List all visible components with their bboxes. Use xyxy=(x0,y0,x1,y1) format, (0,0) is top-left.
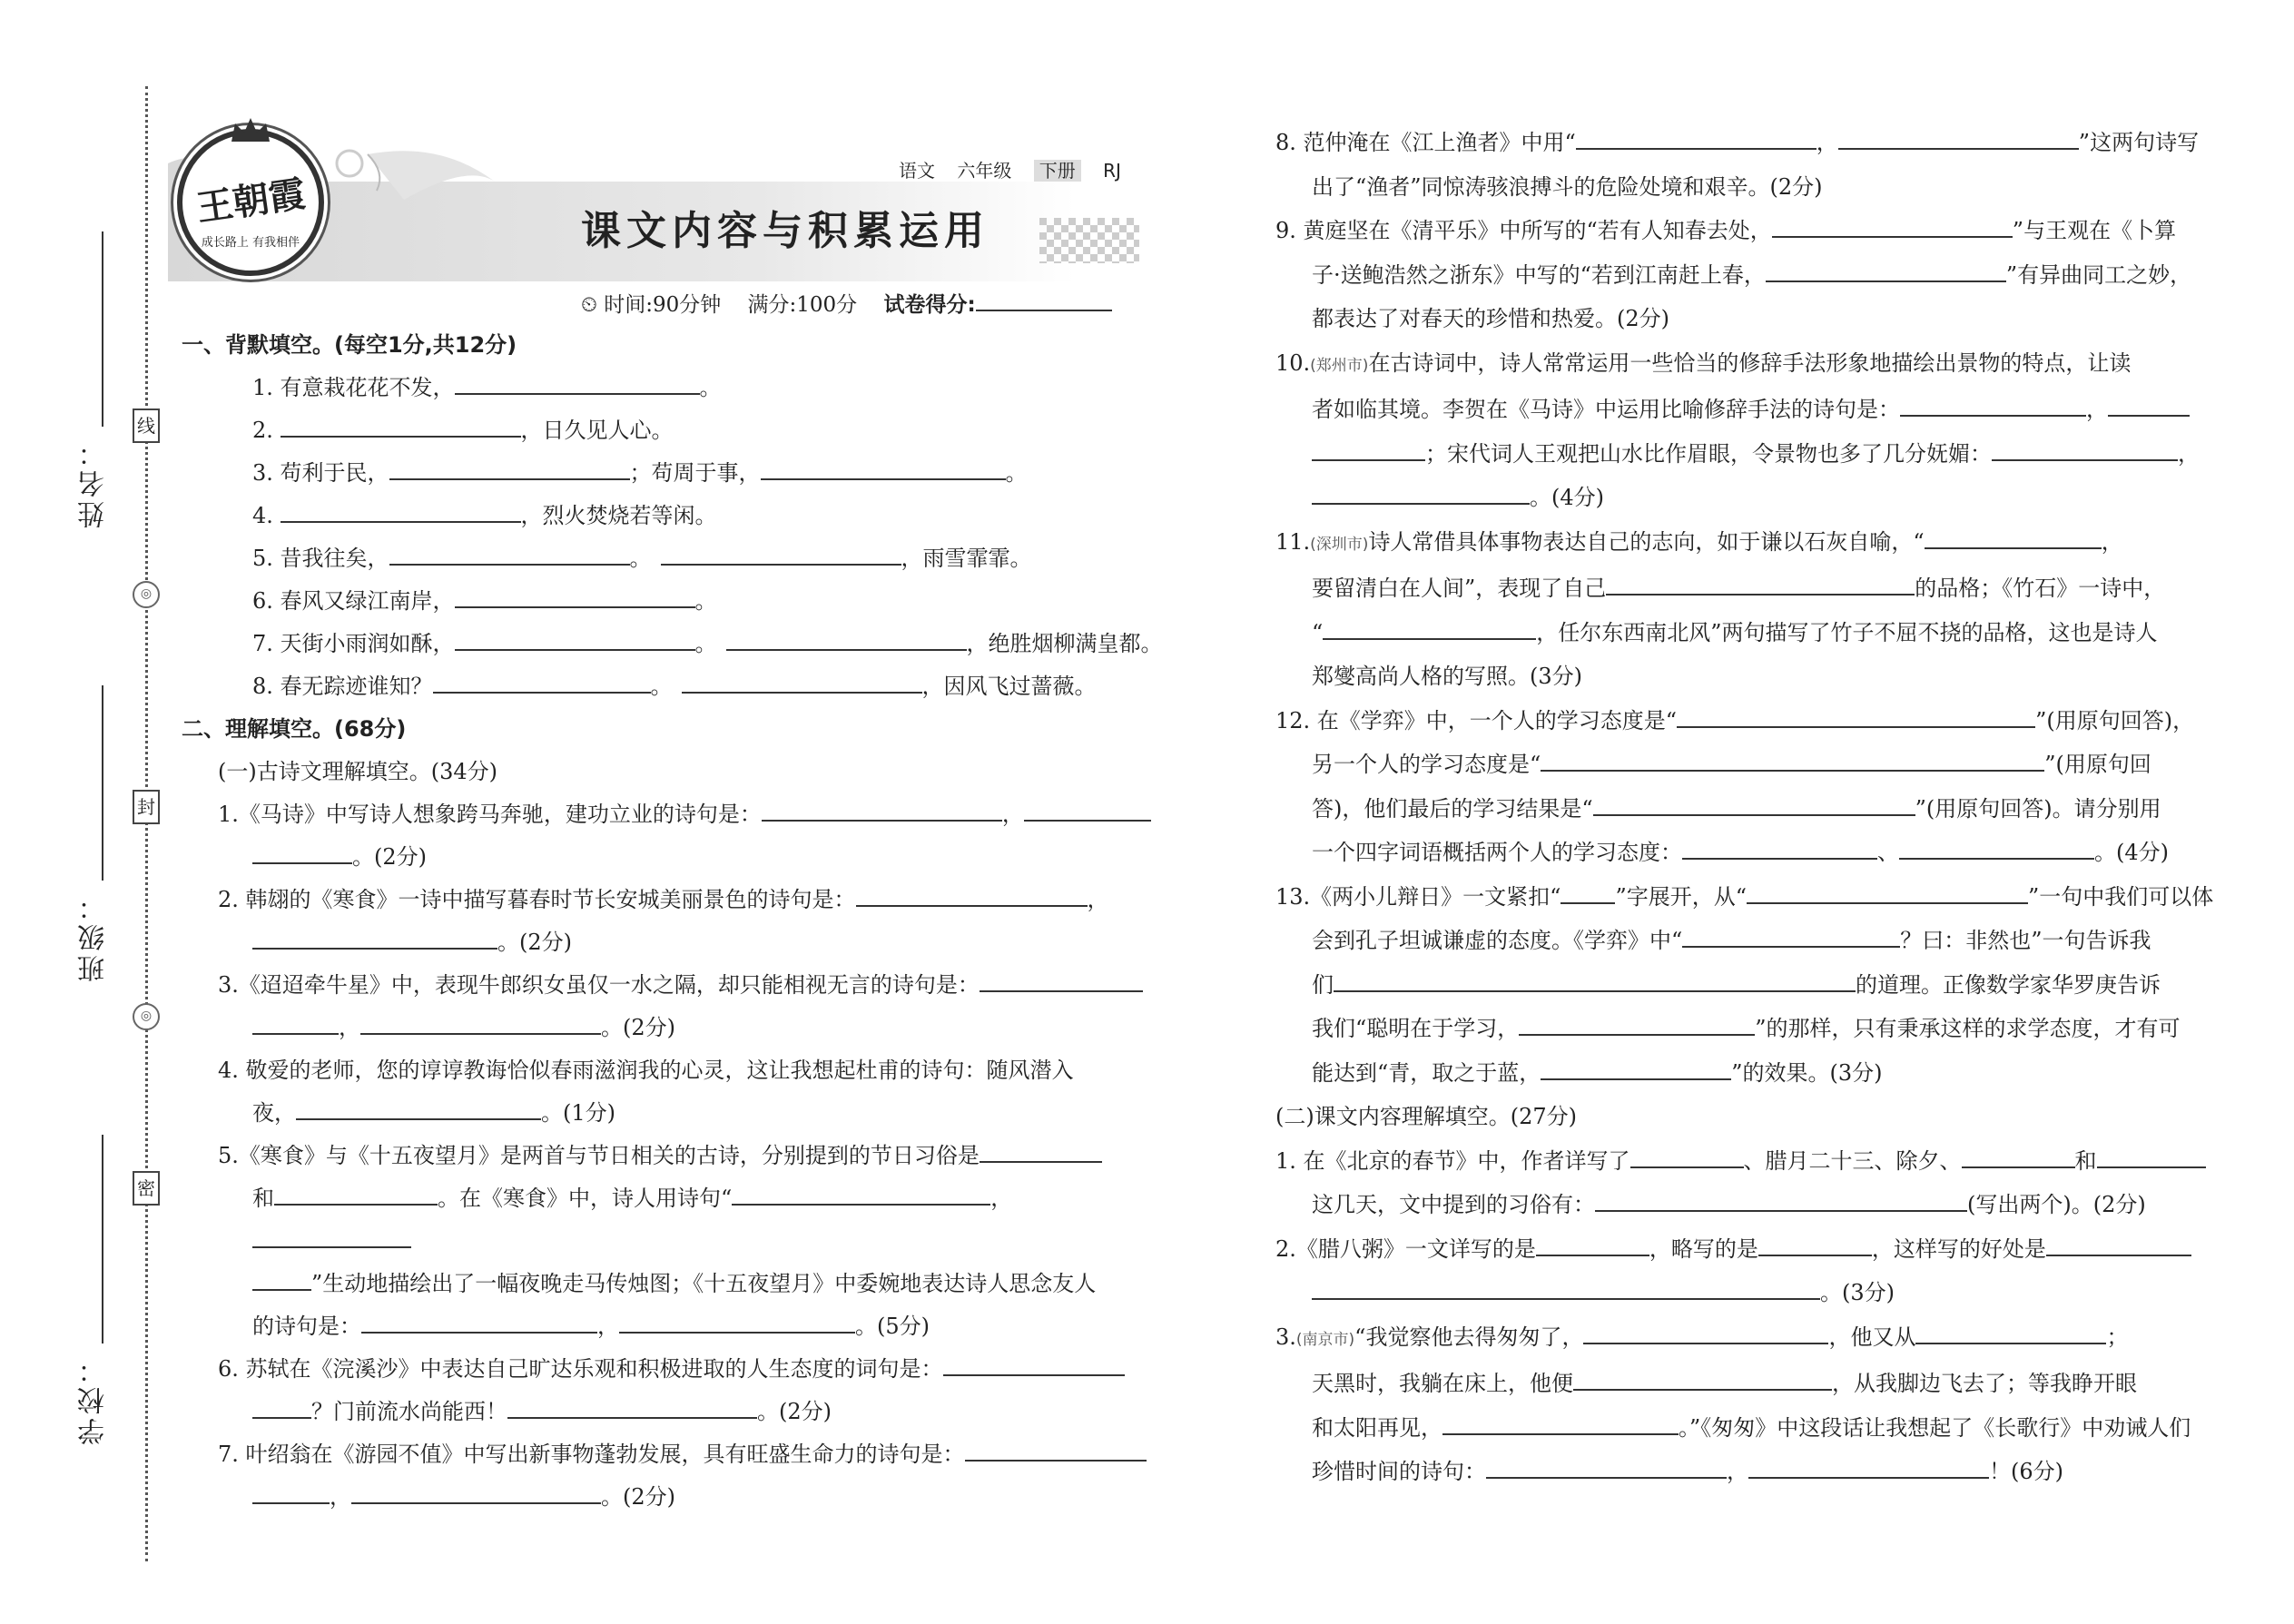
question-text: (写出两个)。(2分) xyxy=(1967,1192,2146,1217)
answer-blank[interactable] xyxy=(965,1436,1147,1462)
question-cont: “ ，任尔东西南北风”两句描写了竹子不屈不挠的品格，这也是诗人 xyxy=(1275,611,2229,655)
answer-blank[interactable] xyxy=(661,540,901,566)
answer-blank[interactable] xyxy=(296,1095,541,1120)
question-text: 都表达了对春天的珍惜和热爱。(2分) xyxy=(1312,306,1669,331)
question-text: 郑燮高尚人格的写照。(3分) xyxy=(1312,664,1582,689)
question xyxy=(1275,209,2229,253)
question-cont xyxy=(1275,1183,2229,1227)
question-text: 珍惜时间的诗句： xyxy=(1312,1459,1486,1484)
answer-blank[interactable] xyxy=(1541,746,2044,772)
question-cont xyxy=(182,1391,1167,1433)
question-text: 4. xyxy=(252,503,281,528)
answer-blank[interactable] xyxy=(455,583,695,608)
question-text: ”一句中我们可以体 xyxy=(2027,883,2214,910)
question-text: ；苟周于事， xyxy=(629,460,761,486)
answer-blank[interactable] xyxy=(252,1479,330,1504)
question-text: 。 xyxy=(694,588,717,614)
question-cont xyxy=(1275,1271,2229,1315)
question-text: 出了“渔者”同惊涛骇浪搏斗的危险处境和艰辛。(2分) xyxy=(1312,173,1823,200)
question-text: 2.《腊八粥》一文详写的是 xyxy=(1275,1235,1536,1262)
question-text: 。 xyxy=(650,674,673,699)
city-tag: (郑州市) xyxy=(1310,356,1369,375)
question xyxy=(1275,1315,2229,1363)
left-column xyxy=(182,324,1167,1519)
question-text: ”生动地描绘出了一幅夜晚走马传烛图；《十五夜望月》中委婉地表达诗人思念友人 xyxy=(311,1271,1097,1296)
answer-blank[interactable] xyxy=(682,668,922,694)
question-text: 。 xyxy=(629,546,652,571)
question-text: 。(1分) xyxy=(541,1100,615,1126)
question-number: 3. xyxy=(1275,1324,1296,1350)
exam-info xyxy=(581,286,1112,318)
question xyxy=(182,1135,1167,1177)
binding-margin xyxy=(0,0,182,1624)
question-cont: 一个四字词语概括两个人的学习态度： 、 。(4分) xyxy=(1275,831,2229,875)
question-text: 子·送鲍浩然之浙东》中写的“若到江南赶上春， xyxy=(1312,261,1766,288)
volume: 下册 xyxy=(1034,160,1081,182)
answer-blank[interactable] xyxy=(2108,391,2190,417)
page-title: 课文内容与积累运用 xyxy=(581,208,989,254)
question-number: 10. xyxy=(1275,349,1311,376)
answer-blank[interactable] xyxy=(726,625,967,651)
answer-blank[interactable] xyxy=(980,967,1143,992)
exam-time: 时间:90分钟 xyxy=(604,293,722,317)
question-text: ”的效果。(3分) xyxy=(1731,1059,1883,1086)
question-text: 5.《寒食》与《十五夜望月》是两首与节日相关的古诗，分别提到的节日习俗是 xyxy=(218,1143,980,1168)
answer-blank[interactable] xyxy=(1595,1186,1967,1212)
answer-blank[interactable] xyxy=(1541,1055,1731,1080)
question-text: 1. 在《北京的春节》中，作者详写了 xyxy=(1275,1147,1630,1174)
book-meta xyxy=(899,156,1137,182)
question-text: 的诗句是： xyxy=(252,1314,361,1339)
question-text: 夜， xyxy=(252,1100,296,1126)
question-text: 1.《马诗》中写诗人想象跨马奔驰，建功立业的诗句是： xyxy=(218,802,762,827)
question-text: 3.《迢迢牵牛星》中，表现牛郎织女虽仅一水之隔，却只能相视无言的诗句是： xyxy=(218,972,980,998)
question-text: 6. 苏轼在《浣溪沙》中表达自己旷达乐观和积极进取的人生态度的词句是： xyxy=(218,1356,943,1382)
question-cont xyxy=(1275,919,2229,963)
question-cont xyxy=(182,1263,1167,1305)
question-text: ”与王观在《卜算 xyxy=(2012,218,2177,243)
answer-blank[interactable] xyxy=(1758,1231,1872,1256)
question-text: 这几天，文中提到的习俗有： xyxy=(1312,1192,1595,1217)
question-cont xyxy=(182,1092,1167,1135)
question-cont xyxy=(1275,655,2229,699)
question-text: 。”《匆匆》中这段话让我想起了《长歌行》中劝诫人们 xyxy=(1679,1414,2191,1441)
question-text: 1. 有意栽花花不发， xyxy=(252,375,455,400)
city-tag: (深圳市) xyxy=(1310,535,1369,554)
score-label: 试卷得分: xyxy=(883,293,976,317)
question-text: 6. 春风又绿江南岸， xyxy=(252,588,455,614)
question-text: ，他又从 xyxy=(1828,1324,1916,1350)
answer-blank[interactable] xyxy=(1630,1143,1744,1168)
answer-blank[interactable] xyxy=(2097,1143,2206,1168)
question-text: 者如临其境。李贺在《马诗》中运用比喻修辞手法的诗句是： xyxy=(1312,397,1900,422)
answer-blank[interactable] xyxy=(1583,1319,1828,1344)
answer-blank[interactable] xyxy=(1682,834,1877,860)
answer-blank[interactable] xyxy=(1992,436,2178,461)
brand-logo xyxy=(177,129,324,276)
logo-slogan: 成长路上 有我相伴 xyxy=(201,236,300,250)
subject: 语文 xyxy=(899,160,935,182)
logo-text: 王朝霞 xyxy=(193,172,309,231)
question-cont xyxy=(1275,963,2229,1008)
answer-blank[interactable] xyxy=(980,1137,1102,1163)
question-cont xyxy=(1275,1007,2229,1051)
question-cont xyxy=(1275,253,2229,298)
question-text: 。 xyxy=(699,375,722,400)
question xyxy=(182,623,1167,665)
answer-blank[interactable] xyxy=(943,1351,1125,1376)
question-cont xyxy=(1275,476,2229,520)
question-cont xyxy=(1275,743,2229,787)
question-text: 2. xyxy=(252,418,281,443)
question-cont xyxy=(182,836,1167,879)
question-text: 的品格；《竹石》一诗中， xyxy=(1915,576,2166,601)
question-text: 能达到“青，取之于蓝， xyxy=(1312,1059,1541,1086)
answer-blank[interactable] xyxy=(856,881,1088,907)
answer-blank[interactable] xyxy=(1323,615,1536,640)
question-text: ； xyxy=(2106,1324,2129,1350)
question-text: 另一个人的学习态度是“ xyxy=(1312,752,1541,777)
question-cont: 的诗句是： ， 。(5分) xyxy=(182,1305,1167,1348)
answer-blank[interactable] xyxy=(1442,1410,1679,1435)
question-text: 和 xyxy=(252,1186,274,1211)
question-text: 和 xyxy=(2074,1147,2097,1174)
edition: RJ xyxy=(1103,160,1121,182)
question xyxy=(182,964,1167,1007)
answer-blank[interactable] xyxy=(1312,436,1425,461)
answer-blank[interactable] xyxy=(274,1180,438,1206)
question-cont xyxy=(1275,297,2229,341)
question-text: ，任尔东西南北风”两句描写了竹子不屈不挠的品格，这也是诗人 xyxy=(1536,619,2158,645)
question-text: 天黑时，我躺在床上，他便 xyxy=(1312,1371,1573,1396)
question-text: 和太阳再见， xyxy=(1312,1414,1442,1441)
answer-blank[interactable] xyxy=(1312,1275,1820,1300)
answer-blank[interactable] xyxy=(252,1009,339,1035)
question-text: 答)，他们最后的学习结果是“ xyxy=(1312,795,1593,822)
question-text: 8. 范仲淹在《江上渔者》中用“ xyxy=(1275,130,1576,155)
answer-blank[interactable] xyxy=(281,497,521,523)
question-text: 5. 昔我往矣， xyxy=(252,546,389,571)
question-text: 。(4分) xyxy=(1530,485,1604,510)
question xyxy=(182,580,1167,623)
question-text: 我们“聪明在于学习， xyxy=(1312,1016,1520,1041)
question-cont xyxy=(1275,787,2229,832)
answer-blank[interactable] xyxy=(1925,524,2102,549)
question: 1.《马诗》中写诗人想象跨马奔驰，建功立业的诗句是： ， xyxy=(182,793,1167,836)
answer-blank[interactable] xyxy=(1519,1010,1755,1036)
question-text: 12. 在《学弈》中，一个人的学习态度是“ xyxy=(1275,707,1678,733)
answer-blank[interactable] xyxy=(1573,1365,1832,1391)
question-text: ？门前流水尚能西！ xyxy=(311,1399,507,1424)
question-cont xyxy=(1275,165,2229,210)
question-text: 。(3分) xyxy=(1820,1280,1895,1305)
subsection-title: (二)课文内容理解填空。(27分) xyxy=(1275,1104,1577,1129)
question-text: ”(用原句回答)。请分别用 xyxy=(1915,795,2161,822)
city-tag: (南京市) xyxy=(1295,1330,1355,1349)
answer-blank[interactable] xyxy=(252,1393,311,1419)
answer-blank[interactable] xyxy=(360,1009,601,1035)
question: 11.(深圳市)诗人常借具体事物表达自己的志向，如于谦以石灰自喻，“ ， xyxy=(1275,520,2229,567)
question-text: ，这样写的好处是 xyxy=(1871,1235,2046,1262)
question-cont: 珍惜时间的诗句： ， ！(6分) xyxy=(1275,1450,2229,1494)
question-text: 7. 叶绍翁在《游园不值》中写出新事物蓬勃发展，具有旺盛生命力的诗句是： xyxy=(218,1442,965,1467)
question-text: ；宋代词人王观把山水比作眉眼，令景物也多了几分妩媚： xyxy=(1425,440,1992,467)
question-text: ，日久见人心。 xyxy=(520,418,674,443)
answer-blank[interactable] xyxy=(1899,834,2094,860)
question-cont xyxy=(182,921,1167,964)
question-text: 。 xyxy=(1005,460,1028,486)
answer-blank[interactable] xyxy=(619,1308,855,1334)
question xyxy=(1275,875,2229,920)
question-text: ？曰：非然也”一句告诉我 xyxy=(1900,928,2151,953)
question-text: ”(用原句回答)， xyxy=(2035,707,2195,733)
answer-blank[interactable] xyxy=(1486,1453,1727,1479)
answer-blank[interactable] xyxy=(1838,124,2079,150)
section2-title: 二、理解填空。(68分) xyxy=(182,716,407,742)
right-column xyxy=(1275,121,2229,1494)
question-number: 11. xyxy=(1275,528,1311,555)
question-text: 在古诗词中，诗人常常运用一些恰当的修辞手法形象地描绘出景物的特点，让读 xyxy=(1368,349,2132,376)
answer-blank[interactable] xyxy=(762,796,1002,822)
question xyxy=(1275,341,2229,389)
question-text: 13.《两小儿辩日》一文紧扣“ xyxy=(1275,883,1561,910)
question-text: ，略写的是 xyxy=(1649,1235,1758,1262)
answer-blank[interactable] xyxy=(1536,1231,1649,1256)
question-cont xyxy=(1275,566,2229,611)
question xyxy=(182,665,1167,708)
answer-blank[interactable] xyxy=(1682,922,1900,948)
question xyxy=(1275,1139,2229,1184)
question-text: ，因风飞过蔷薇。 xyxy=(921,674,1097,699)
question-text: ，从我脚边飞去了；等我睁开眼 xyxy=(1832,1371,2137,1396)
question-text: 。(2分) xyxy=(352,844,427,870)
question-text: 8. 春无踪迹谁知？ xyxy=(252,674,433,699)
answer-blank[interactable] xyxy=(1312,479,1530,505)
answer-blank[interactable] xyxy=(252,1265,311,1291)
question-text: 。(5分) xyxy=(855,1314,930,1339)
answer-blank[interactable] xyxy=(1772,212,2013,238)
school-write-line[interactable] xyxy=(102,1135,103,1343)
question xyxy=(1275,699,2229,743)
answer-blank[interactable] xyxy=(252,924,497,950)
question-text: 。在《寒食》中，诗人用诗句“ xyxy=(438,1186,733,1211)
question: 8. 范仲淹在《江上渔者》中用“ ， ”这两句诗写 xyxy=(1275,121,2229,165)
question-text: 3. 苟利于民， xyxy=(252,460,389,486)
seal-mark-icon: ◎ xyxy=(133,581,160,608)
class-write-line[interactable] xyxy=(102,685,103,881)
question xyxy=(182,1348,1167,1391)
question xyxy=(182,1433,1167,1476)
section1-title: 一、背默填空。(每空1分,共12分) xyxy=(182,332,517,358)
question xyxy=(182,409,1167,452)
score-blank[interactable] xyxy=(976,286,1112,311)
answer-blank[interactable] xyxy=(281,412,521,438)
answer-blank[interactable] xyxy=(252,1223,411,1248)
name-label: 姓名： xyxy=(78,436,110,528)
answer-blank[interactable] xyxy=(1766,257,2006,282)
question-cont: ， 。(2分) xyxy=(182,1007,1167,1049)
crown-icon xyxy=(230,116,271,143)
question-cont: ， 。(2分) xyxy=(182,1476,1167,1519)
seal-mark-icon: ◎ xyxy=(133,1003,160,1030)
question-text: 们 xyxy=(1312,971,1334,998)
question-text: 诗人常借具体事物表达自己的志向，如于谦以石灰自喻，“ xyxy=(1368,528,1925,555)
answer-blank[interactable] xyxy=(2046,1231,2191,1256)
full-score: 满分:100分 xyxy=(747,293,858,317)
answer-blank[interactable] xyxy=(389,455,630,480)
question-cont xyxy=(1275,1051,2229,1096)
question-text: ”字展开，从“ xyxy=(1615,883,1747,910)
answer-blank[interactable] xyxy=(1024,796,1151,822)
question-text: 。(2分) xyxy=(601,1484,675,1510)
question-text: ，雨雪霏霏。 xyxy=(901,546,1032,571)
question-text: 。(4分) xyxy=(2094,840,2169,865)
answer-blank[interactable] xyxy=(761,455,1006,480)
answer-blank[interactable] xyxy=(1677,703,2035,728)
answer-blank[interactable] xyxy=(433,668,651,694)
answer-blank[interactable] xyxy=(1748,1453,1989,1479)
question-text: “我觉察他去得匆匆了， xyxy=(1354,1324,1584,1350)
answer-blank[interactable] xyxy=(361,1308,597,1334)
question-text: ”有异曲同工之妙， xyxy=(2005,261,2192,288)
answer-blank[interactable] xyxy=(732,1180,990,1206)
seal-char-line: 线 xyxy=(133,408,160,443)
question-text: 要留清白在人间”，表现了自己 xyxy=(1312,576,1607,601)
answer-blank[interactable] xyxy=(252,839,352,864)
seal-char-secret: 密 xyxy=(133,1171,160,1206)
question-cont: 和 。在《寒食》中，诗人用诗句“ ， xyxy=(182,1177,1167,1263)
question-text: ”的那样，只有秉承这样的求学态度，才有可 xyxy=(1755,1016,2181,1041)
answer-blank[interactable] xyxy=(1606,570,1915,595)
question-text: 7. 天街小雨润如酥， xyxy=(252,631,455,656)
question-text: ，绝胜烟柳满皇都。 xyxy=(966,631,1163,656)
answer-blank[interactable] xyxy=(1900,391,2086,417)
question-cont xyxy=(1275,1406,2229,1451)
answer-blank[interactable] xyxy=(1561,879,1615,904)
school-label: 学校： xyxy=(78,1353,110,1445)
question-text: 。(2分) xyxy=(757,1399,832,1424)
answer-blank[interactable] xyxy=(1915,1319,2106,1344)
question-text: 。(2分) xyxy=(601,1015,675,1040)
question-cont xyxy=(1275,1362,2229,1406)
question-text: 4. 敬爱的老师，您的谆谆教诲恰似春雨滋润我的心灵，这让我想起杜甫的诗句：随风潜入 xyxy=(218,1058,1074,1083)
question xyxy=(182,495,1167,537)
question xyxy=(1275,1227,2229,1272)
question xyxy=(182,367,1167,409)
answer-blank[interactable] xyxy=(1747,879,2028,904)
question-cont: 者如临其境。李贺在《马诗》中运用比喻修辞手法的诗句是： ， xyxy=(1275,388,2229,432)
question-text: 2. 韩翃的《寒食》一诗中描写暮春时节长安城美丽景色的诗句是： xyxy=(218,887,856,912)
question-text: 一个四字词语概括两个人的学习态度： xyxy=(1312,840,1682,865)
question xyxy=(182,452,1167,495)
answer-blank[interactable] xyxy=(351,1479,601,1504)
page-header xyxy=(168,118,1157,309)
question-text: 、腊月二十三、除夕、 xyxy=(1743,1147,1962,1174)
question-text: 会到孔子坦诚谦虚的态度。《学弈》中“ xyxy=(1312,928,1683,953)
answer-blank[interactable] xyxy=(1962,1143,2075,1168)
question-text: ，烈火焚烧若等闲。 xyxy=(520,503,717,528)
name-write-line[interactable] xyxy=(102,231,103,427)
class-label: 班级： xyxy=(78,890,110,982)
question-text: ”(用原句回 xyxy=(2044,752,2151,777)
clock-icon: ⏲ xyxy=(581,293,597,317)
answer-blank[interactable] xyxy=(455,369,700,395)
answer-blank[interactable] xyxy=(507,1393,757,1419)
question-cont: ；宋代词人王观把山水比作眉眼，令景物也多了几分妩媚： ， xyxy=(1275,432,2229,477)
answer-blank[interactable] xyxy=(1334,967,1856,992)
question-text: 的道理。正像数学家华罗庚告诉 xyxy=(1856,971,2161,998)
answer-blank[interactable] xyxy=(389,540,630,566)
question-text: 。 xyxy=(694,631,717,656)
grade: 六年级 xyxy=(957,160,1012,182)
question-text: 。(2分) xyxy=(497,930,572,955)
question xyxy=(182,1049,1167,1092)
answer-blank[interactable] xyxy=(455,625,695,651)
subsection-title: (一)古诗文理解填空。(34分) xyxy=(218,759,497,784)
question-text: ！(6分) xyxy=(1989,1459,2063,1484)
question: 2. 韩翃的《寒食》一诗中描写暮春时节长安城美丽景色的诗句是： ， xyxy=(182,879,1167,921)
seal-char-seal: 封 xyxy=(133,790,160,824)
question xyxy=(182,537,1167,580)
answer-blank[interactable] xyxy=(1593,791,1915,816)
question-text: ”这两句诗写 xyxy=(2078,130,2200,155)
question-text: 9. 黄庭坚在《清平乐》中所写的“若有人知春去处， xyxy=(1275,218,1772,243)
answer-blank[interactable] xyxy=(1576,124,1816,150)
